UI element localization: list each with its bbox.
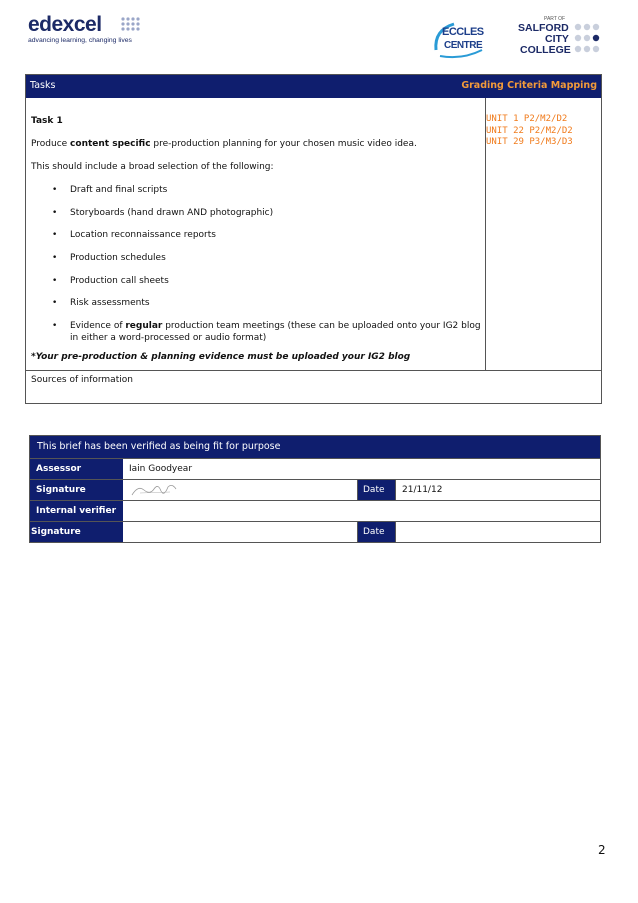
internal-verifier-label xyxy=(30,501,123,521)
assessor-name: Iain Goodyear xyxy=(129,464,193,474)
bullet-icon: • xyxy=(52,253,58,264)
salford-city-college-logo xyxy=(518,16,602,56)
include-text: This should include a broad selection of the following: xyxy=(31,162,274,172)
bullet-icon: • xyxy=(52,321,58,332)
date-label-text: Date xyxy=(363,485,385,495)
signature-label xyxy=(30,480,123,500)
salford-line3: COLLEGE xyxy=(520,44,571,56)
bullet-icon: • xyxy=(52,275,58,286)
intro-text-start: Produce xyxy=(31,139,71,149)
list-item xyxy=(31,320,481,344)
date-value: 21/11/12 xyxy=(402,485,443,495)
intro-text-bold: content specific xyxy=(70,139,151,149)
internal-verifier-row xyxy=(30,500,600,521)
list-item-text: production team meetings (these can be uploaded onto your IG2 blog in either a word-processed or audio format) xyxy=(70,321,481,344)
task-table-header xyxy=(26,75,601,98)
edexcel-logo xyxy=(28,14,143,48)
internal-verifier-label-text: Internal verifier xyxy=(36,506,117,516)
verifier-date-label xyxy=(358,522,395,542)
cell-divider xyxy=(395,522,396,542)
verifier-signature-label-text: Signature xyxy=(31,527,81,537)
bullet-icon: • xyxy=(52,230,58,241)
bullet-icon: • xyxy=(52,298,58,309)
intro-text-end: pre-production planning for your chosen music video idea. xyxy=(150,139,417,149)
assessor-row xyxy=(30,458,600,479)
list-item xyxy=(31,184,481,196)
task-table xyxy=(25,74,602,404)
eccles-line1: ECCLES xyxy=(442,26,484,38)
verification-header xyxy=(30,436,600,458)
list-item-text: Production call sheets xyxy=(70,275,169,286)
list-item xyxy=(31,229,481,241)
cell-divider xyxy=(395,480,396,500)
page-number: 2 xyxy=(598,843,606,857)
row-divider xyxy=(26,370,601,371)
task-title: Task 1 xyxy=(31,116,63,126)
eccles-centre-logo xyxy=(432,20,488,60)
grading-units xyxy=(486,114,573,149)
list-item-text: Storyboards (hand drawn AND photographic) xyxy=(70,207,274,218)
list-item-text: Draft and final scripts xyxy=(70,185,168,195)
verifier-signature-row xyxy=(30,521,600,542)
list-item-text: Location reconnaissance reports xyxy=(70,230,216,241)
unit-mapping: UNIT 1 P2/M2/D2 xyxy=(486,114,568,124)
task-intro xyxy=(31,138,481,150)
upload-note: *Your pre-production & planning evidence must be uploaded your IG2 blog xyxy=(31,352,411,363)
salford-dots-icon xyxy=(574,23,602,55)
task-description xyxy=(31,115,481,363)
edexcel-tagline: advancing learning, changing lives xyxy=(28,37,132,44)
verifier-date-label-text: Date xyxy=(363,527,385,537)
edexcel-dots-icon xyxy=(120,16,140,34)
salford-part-of: PART OF xyxy=(544,16,566,22)
date-label xyxy=(358,480,395,500)
list-item xyxy=(31,275,481,287)
salford-line1: SALFORD xyxy=(518,22,569,34)
edexcel-wordmark: edexcel xyxy=(28,13,102,36)
list-item-text: Production schedules xyxy=(70,253,166,264)
sources-of-information: Sources of information xyxy=(31,375,133,385)
signature-row xyxy=(30,479,600,500)
list-item-text: Evidence of xyxy=(70,321,126,332)
signature-label-text: Signature xyxy=(36,485,86,495)
bullet-icon: • xyxy=(52,207,58,218)
handwritten-signature-icon xyxy=(130,481,180,499)
eccles-line2: CENTRE xyxy=(444,40,483,51)
list-item xyxy=(31,297,481,309)
list-item xyxy=(31,252,481,264)
assessor-label xyxy=(30,459,123,479)
list-item-text: Risk assessments xyxy=(70,298,150,309)
task-item-list xyxy=(31,184,481,344)
assessor-label-text: Assessor xyxy=(36,464,82,474)
salford-line2: CITY xyxy=(545,33,569,45)
verification-table xyxy=(29,435,601,543)
list-item xyxy=(31,207,481,219)
bullet-icon: • xyxy=(52,185,58,195)
tasks-heading: Tasks xyxy=(30,80,56,91)
unit-mapping: UNIT 22 P2/M2/D2 xyxy=(486,125,573,136)
unit-mapping: UNIT 29 P3/M3/D3 xyxy=(486,137,573,147)
verifier-signature-label xyxy=(30,522,123,542)
grading-criteria-heading: Grading Criteria Mapping xyxy=(461,80,597,91)
verification-header-text: This brief has been verified as being fit for purpose xyxy=(37,441,281,452)
list-item-bold: regular xyxy=(125,321,163,332)
